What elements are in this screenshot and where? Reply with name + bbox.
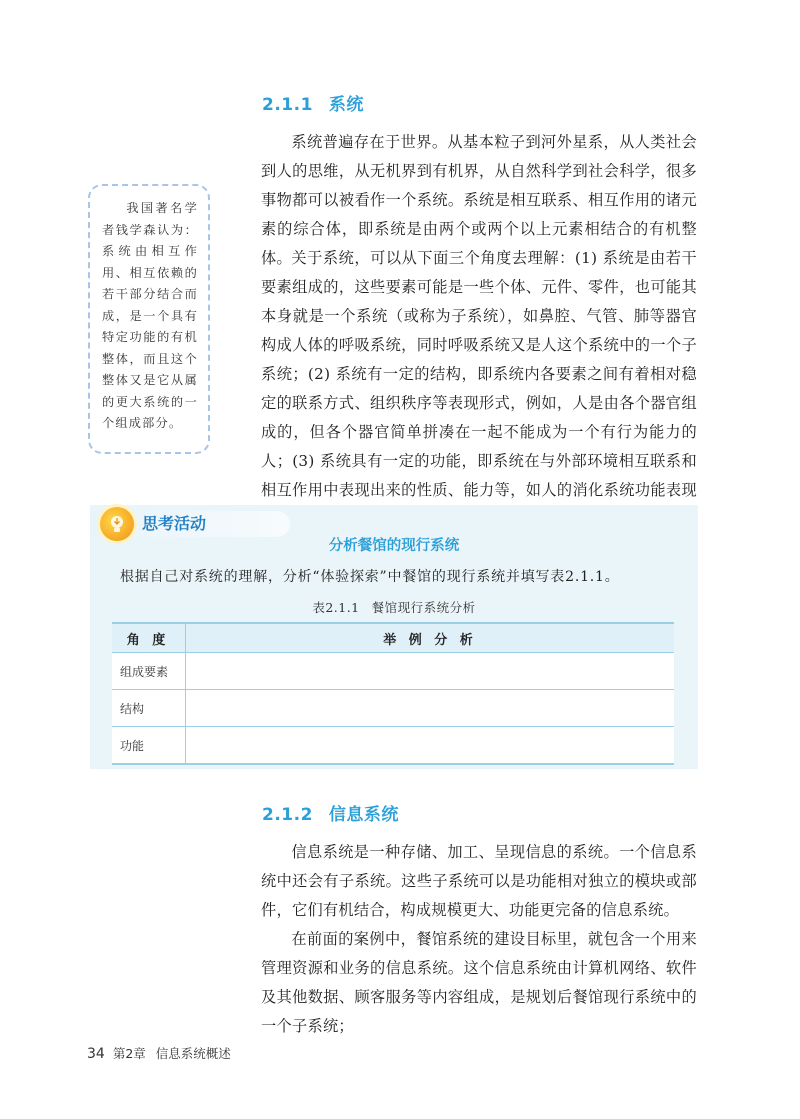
table-row: [112, 653, 674, 690]
paragraph-info-system-case: 在前面的案例中，餐馆系统的建设目标里，就包含一个用来管理资源和业务的信息系统。这个信息系统由计算机网络、软件及其他数据、顾客服务等内容组成，是规划后餐馆现行系统中的一个子系统；: [261, 930, 697, 1035]
activity-label: 思考活动: [142, 514, 207, 533]
section-heading-2-1-2: [262, 800, 399, 825]
table-caption: [90, 598, 698, 616]
table-caption-text: 餐馆现行系统分析: [371, 600, 476, 615]
row-analysis-cell[interactable]: [186, 727, 675, 765]
page-number: 34: [87, 1046, 105, 1062]
section-number: 2.1.1: [262, 95, 313, 115]
row-analysis-cell[interactable]: [186, 690, 675, 727]
row-aspect: 功能: [112, 727, 186, 765]
row-analysis-cell[interactable]: [186, 653, 675, 690]
activity-instruction: 根据自己对系统的理解，分析“体验探索”中餐馆的现行系统并填写表2.1.1。: [120, 569, 620, 585]
chapter-label: 第2章: [112, 1046, 146, 1061]
chapter-title: 信息系统概述: [155, 1046, 231, 1061]
row-aspect: 结构: [112, 690, 186, 727]
header-aspect: 角 度: [112, 623, 186, 653]
section-title: 系统: [328, 95, 364, 115]
table-header-row: [112, 623, 674, 653]
activity-subtitle: 分析餐馆的现行系统: [328, 538, 460, 554]
page-footer: [87, 1044, 231, 1062]
table-caption-number: 表2.1.1: [312, 600, 360, 615]
section-title: 信息系统: [328, 805, 399, 825]
paragraph-info-system-intro: 信息系统是一种存储、加工、呈现信息的系统。一个信息系统中还会有子系统。这些子系统可以是功能相对独立的模块或部件，它们有机结合，构成规模更大、功能更完备的信息系统。: [261, 843, 697, 919]
header-analysis: 举 例 分 析: [186, 623, 675, 653]
row-aspect: 组成要素: [112, 653, 186, 690]
table-row: [112, 727, 674, 765]
section-heading-2-1-1: [262, 90, 364, 115]
table-row: [112, 690, 674, 727]
side-note-qian-xuesen: 我国著名学者钱学森认为：系统由相互作用、相互依赖的若干部分结合而成，是一个具有特定功能的有机整体，而且这个整体又是它从属的更大系统的一个组成部分。: [88, 184, 210, 454]
paragraph-system-intro: 系统普遍存在于世界。从基本粒子到河外星系，从人类社会到人的思维，从无机界到有机界，从自然科学到社会科学，很多事物都可以被看作一个系统。系统是相互联系、相互作用的诸元素的综合体，即系统是由两个或两个以上元素相结合的有机整体。: [261, 133, 697, 267]
analysis-table: [112, 622, 674, 765]
paragraph-system-aspects: 关于系统，可以从下面三个角度去理解：(1) 系统是由若干要素组成的，这些要素可能是一些个体、元件、零件，也可能其本身就是一个系统（或称为子系统），如鼻腔、气管、肺等器官构成人体的呼吸系统，同时呼吸系统又是人这个系统中的一个子系统；(2) 系统有一定的结构，即系统内各要素之间有着相对稳定的联系方式、组织秩序等表现形式，例如，人是由各个器官组成的，但各个器官简单拼凑在一起不能成为一个有行为能力的人；(3) 系统具有一定的功能，即系统在与外部环境相互联系和相互作用中表现出来的性质、能力等，如人的消化系统功能表现: [261, 249, 697, 499]
section-number: 2.1.2: [262, 805, 313, 825]
